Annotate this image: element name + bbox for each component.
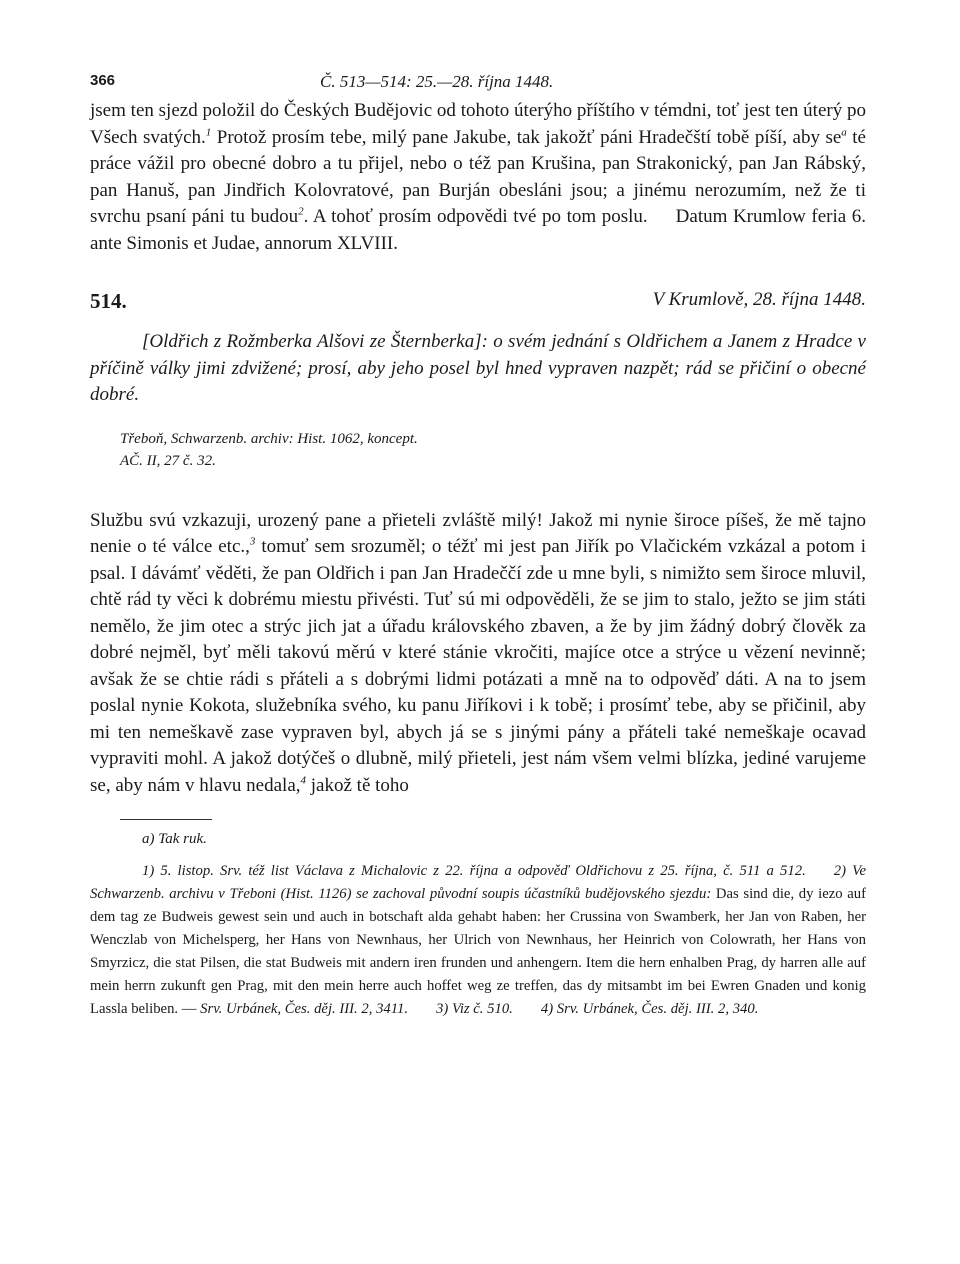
text-segment: Protož prosím tebe, milý pane Jakube, tak jakožť páni Hradečští tobě píší, aby se [211, 126, 842, 148]
footnote-marker: 4 [300, 774, 307, 787]
entry-number: 514. [90, 289, 127, 313]
footnote-divider [120, 819, 212, 820]
regest: [Oldřich z Rožmberka Alšovi ze Šternberka]: o svém jednání s Oldřichem a Janem z Hradce v příčině války jimi zdvižené; prosí, aby jeho posel byl hned vypraven nazpět; rád se přičiní o obecné dobré. [90, 331, 866, 405]
footnote-2-quote: Das sind die, dy iezo auf dem tag ze Budweis gewest sein und auch in botschaft alda gehabt haben: her Crussina von Swamberk, her Jan von Raben, her Wenczlab von Michelsperg, her Hans von Newnhaus, her Ulrich von Newnhaus, her Heinrich von Colowrath, her Hans von Smyrzicz, die stat Pilsen, die stat Budweis mit andern iren frunden und anhengern. Item die hern enhalben Prag, dy harren alle auf mein herrn zukunft gen Prag, mit den mein herre auch hoffet weg ze treffen, das dy mitsambt im bei Ewren Gnaden und konig Lassla beliben. — [90, 886, 866, 1017]
running-title: Č. 513—514: 25.—28. října 1448. [320, 72, 554, 91]
footnote-marker: 1 [205, 126, 212, 139]
text-segment: Službu svú vzkazuji, urozený pane a přieteli zvláště milý! Jakož mi nynie široce píšeš, že mě tajno nenie o té válce etc., [90, 509, 866, 557]
page-number: 366 [90, 72, 116, 89]
footnote-marker: 2 [298, 205, 304, 218]
source-line: AČ. II, 27 č. 32. [120, 452, 216, 469]
footnotes [90, 860, 866, 1021]
variant-note: a) Tak ruk. [142, 831, 207, 847]
dating-clause: Datum Krumlow feria 6. ante Simonis et Judae, annorum XLVIII. [90, 206, 866, 254]
text-segment: té práce vážil pro obecné dobro a tu přijel, nebo o též pan Krušina, pan Strakonický, pan Jan Rábský, pan Hanuš, pan Jindřich Kolovratové, pan Burján obesláni jsou; a jinému nerozumím, než že ti svrchu psaní páni tu budou [90, 126, 866, 227]
document-514-text [90, 508, 866, 800]
source-line: Třeboň, Schwarzenb. archiv: Hist. 1062, koncept. [120, 430, 418, 447]
text-segment: jsem ten sjezd položil do Českých Budějovic od tohoto úterýho příštího v témdni, toť jest ten úterý po Všech svatých. [90, 100, 866, 148]
footnote-marker: 3 [249, 535, 256, 548]
text-segment: tomuť sem srozuměl; o téžť mi jest pan Jiřík po Vlačickém vzkázal a potom i psal. I dávámť věděti, že pan Oldřich i pan Jan Hradeččí zde u mne byli, s nimižto sem široce mluvil, chtě rád ty věci k dobrému miestu přivésti. Tuť sú mi odpověděli, že se jim to stalo, ježto se jim státi nemělo, že jim otec a strýc jich jat a úřadu královského zbaven, a že by jim žádný dobrý člověk za dobré nejměl, byť měli takovú měrú v které stánie vkročiti, majíce otce a strýce u vězení nevinně; avšak že se chtie rádi s přáteli a s dobrými lidmi potázati a mně na to odpověď dáti. A na to jsem poslal nynie Kokota, služebníka svého, ku panu Jiříkovi i k tobě; i prosímť tebe, aby se přičinil, aby mi ten nemeškavě zase vypraven byl, abych já se s jinými pány a přáteli také nemeškaje ocavad vypraviti mohl. A jakož dotýčeš o dlubně, milý přieteli, jest nám všem velmi blízka, jediné varujeme se, aby nám v hlavu nedala, [90, 536, 866, 796]
footnote-3: 3) Viz č. 510. [436, 1001, 513, 1017]
running-head [90, 68, 866, 98]
entry-place-date: V Krumlově, 28. října 1448. [652, 289, 866, 310]
footnote-2-ref: Srv. Urbánek, Čes. děj. III. 2, 3411. [196, 1001, 409, 1017]
text-segment: . A tohoť prosím odpovědi tvé po tom poslu. [303, 206, 648, 227]
book-page [90, 68, 866, 1036]
entry-header [90, 289, 866, 319]
source-citation [90, 428, 866, 472]
document-513-text [90, 98, 866, 257]
variant-marker: a [841, 126, 847, 139]
text-segment: jakož tě toho [306, 774, 409, 796]
footnote-4: 4) Srv. Urbánek, Čes. děj. III. 2, 340. [540, 1001, 759, 1017]
footnote-2-intro: 2) Ve Schwarzenb. archivu v Třeboni (Hist. 1126) se zachoval původní soupis účastníků budějovského sjezdu: [90, 863, 866, 902]
footnote-1: 1) 5. listop. Srv. též list Václava z Michalovic z 22. října a odpověď Oldřichovu z 25. října, č. 511 a 512. [142, 863, 806, 879]
